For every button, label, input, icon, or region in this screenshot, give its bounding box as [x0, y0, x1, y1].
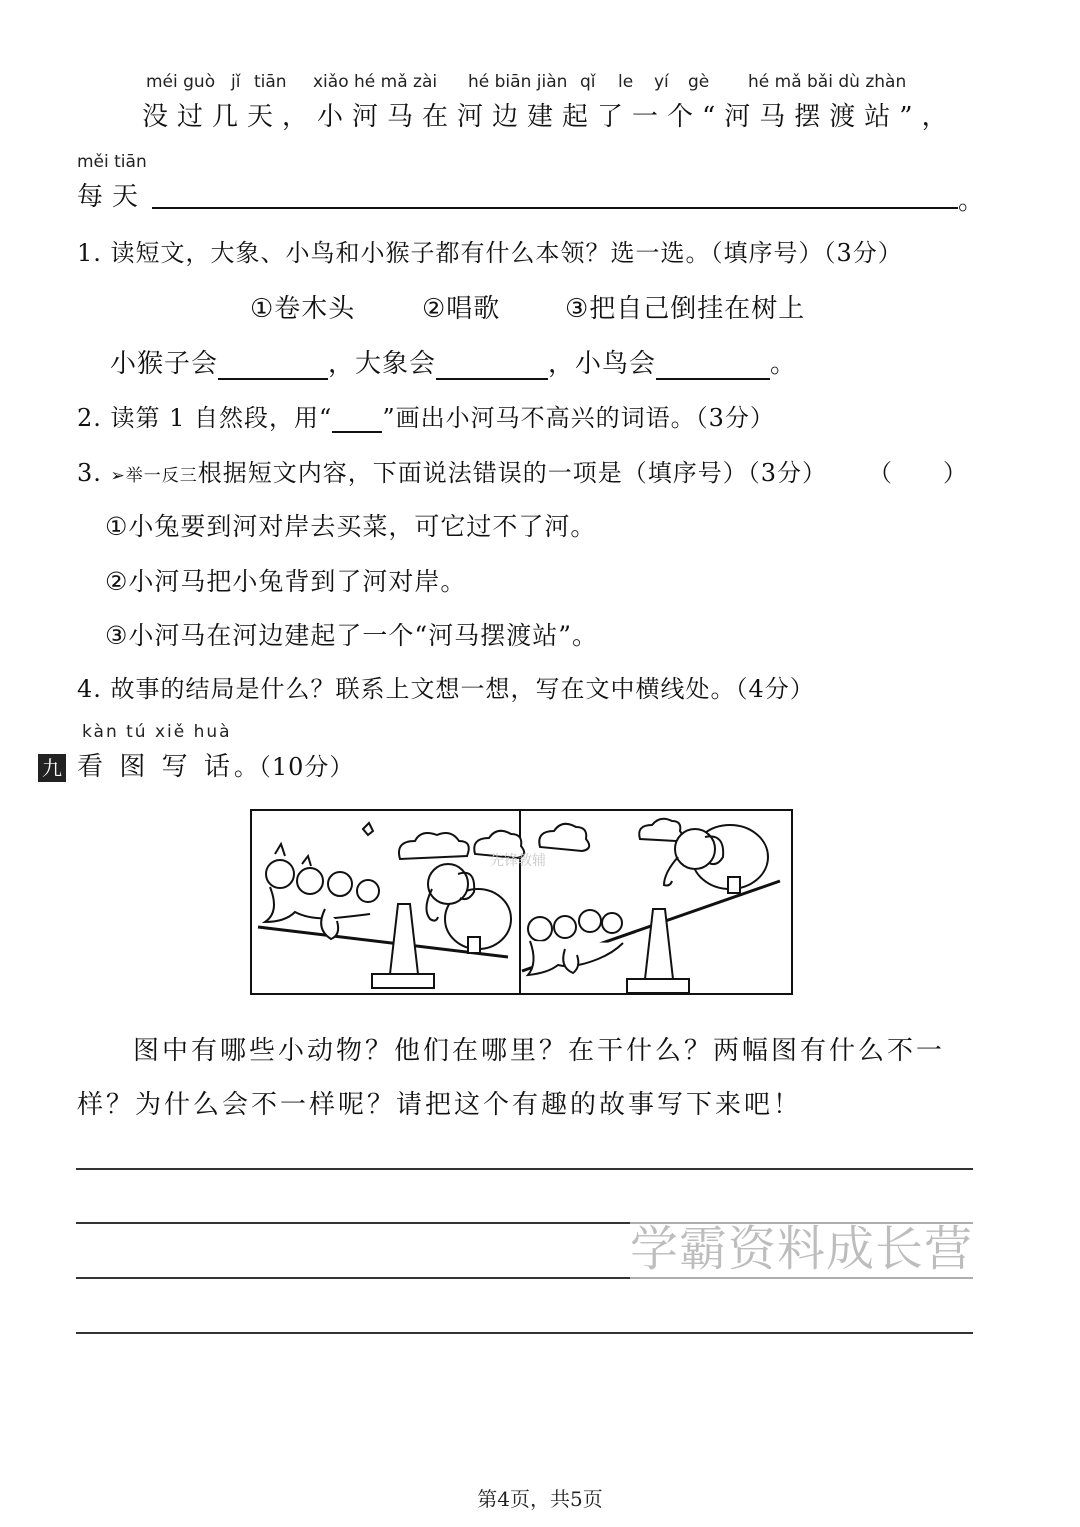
- section9-header: [38, 746, 354, 783]
- q1-option-3: ③把自己倒挂在树上: [565, 294, 806, 324]
- section9-pinyin: kàn tú xiě huà: [82, 722, 232, 742]
- watermark: 学霸资料成长营: [630, 1210, 973, 1279]
- q2-underline-sample: [332, 411, 382, 433]
- q1-option-1: ①卷木头: [250, 294, 356, 324]
- pinyin: hé biān jiàn: [468, 72, 568, 92]
- writing-line[interactable]: [76, 1332, 973, 1334]
- q3-option-1: ①小兔要到河对岸去买菜，可它过不了河。: [105, 512, 597, 541]
- q3-answer-paren[interactable]: （ ）: [868, 459, 968, 487]
- pinyin: méi guò: [146, 72, 216, 92]
- section9-score: 。（10分）: [233, 753, 355, 781]
- q1-fill-label: ，小鸟会: [548, 349, 657, 379]
- story-line2-end: 。: [958, 186, 994, 216]
- q1-blank-bird[interactable]: [656, 354, 770, 380]
- pinyin: le: [618, 72, 634, 92]
- seesaw-illustration: [250, 809, 793, 995]
- q1-blank-monkey[interactable]: [218, 354, 328, 380]
- pinyin: gè: [688, 72, 710, 92]
- pinyin: yí: [654, 72, 669, 92]
- story-pinyin-line1: [0, 72, 1080, 96]
- section9-prompt-line2: 样？为什么会不一样呢？请把这个有趣的故事写下来吧！: [77, 1090, 803, 1120]
- q3-text: 根据短文内容，下面说法错误的一项是（填序号）（3分）: [197, 459, 828, 487]
- question-1: 1. 读短文，大象、小鸟和小猴子都有什么本领？选一选。（填序号）（3分）: [77, 239, 903, 267]
- q2-text: ”画出小河马不高兴的词语。（3分）: [382, 404, 775, 432]
- pinyin: hé mǎ bǎi dù zhàn: [748, 72, 907, 92]
- pinyin: xiǎo hé mǎ zài: [313, 72, 438, 92]
- section9-prompt-line1: 图中有哪些小动物？他们在哪里？在干什么？两幅图有什么不一: [133, 1036, 946, 1066]
- q3-tag: ➢举一反三: [110, 466, 198, 486]
- q1-fill-label: 小猴子会: [110, 349, 219, 379]
- question-4: 4. 故事的结局是什么？联系上文想一想，写在文中横线处。（4分）: [77, 675, 815, 703]
- q3-number: 3.: [77, 459, 111, 487]
- writing-line[interactable]: [76, 1168, 973, 1170]
- q3-option-3: ③小河马在河边建起了一个“河马摆渡站”。: [105, 621, 598, 650]
- image-watermark: 先锋教辅: [490, 853, 546, 869]
- q3-option-2: ②小河马把小兔背到了河对岸。: [105, 567, 467, 596]
- pinyin: jǐ: [231, 72, 241, 92]
- question-2: [77, 398, 775, 433]
- question-3: [77, 453, 827, 488]
- q1-fill-row: [110, 343, 797, 380]
- q1-fill-label: 。: [770, 349, 798, 379]
- story-pinyin-line2: měi tiān: [77, 152, 147, 172]
- story-answer-line[interactable]: [152, 207, 958, 209]
- q1-option-2: ②唱歌: [422, 294, 501, 324]
- q2-text: 2. 读第 1 自然段，用“: [77, 404, 333, 432]
- pinyin: qǐ: [580, 72, 596, 92]
- section9-title: 看 图 写 话: [77, 752, 234, 782]
- section-number-badge: 九: [38, 754, 66, 782]
- pinyin: tiān: [254, 72, 287, 92]
- story-line1: 没过几天，小河马在河边建起了一个“河马摆渡站”，: [142, 102, 957, 132]
- q1-fill-label: ，大象会: [328, 349, 437, 379]
- story-line2-start: 每天: [77, 182, 148, 212]
- page-footer: 第4页，共5页: [477, 1487, 603, 1511]
- q1-blank-elephant[interactable]: [436, 354, 548, 380]
